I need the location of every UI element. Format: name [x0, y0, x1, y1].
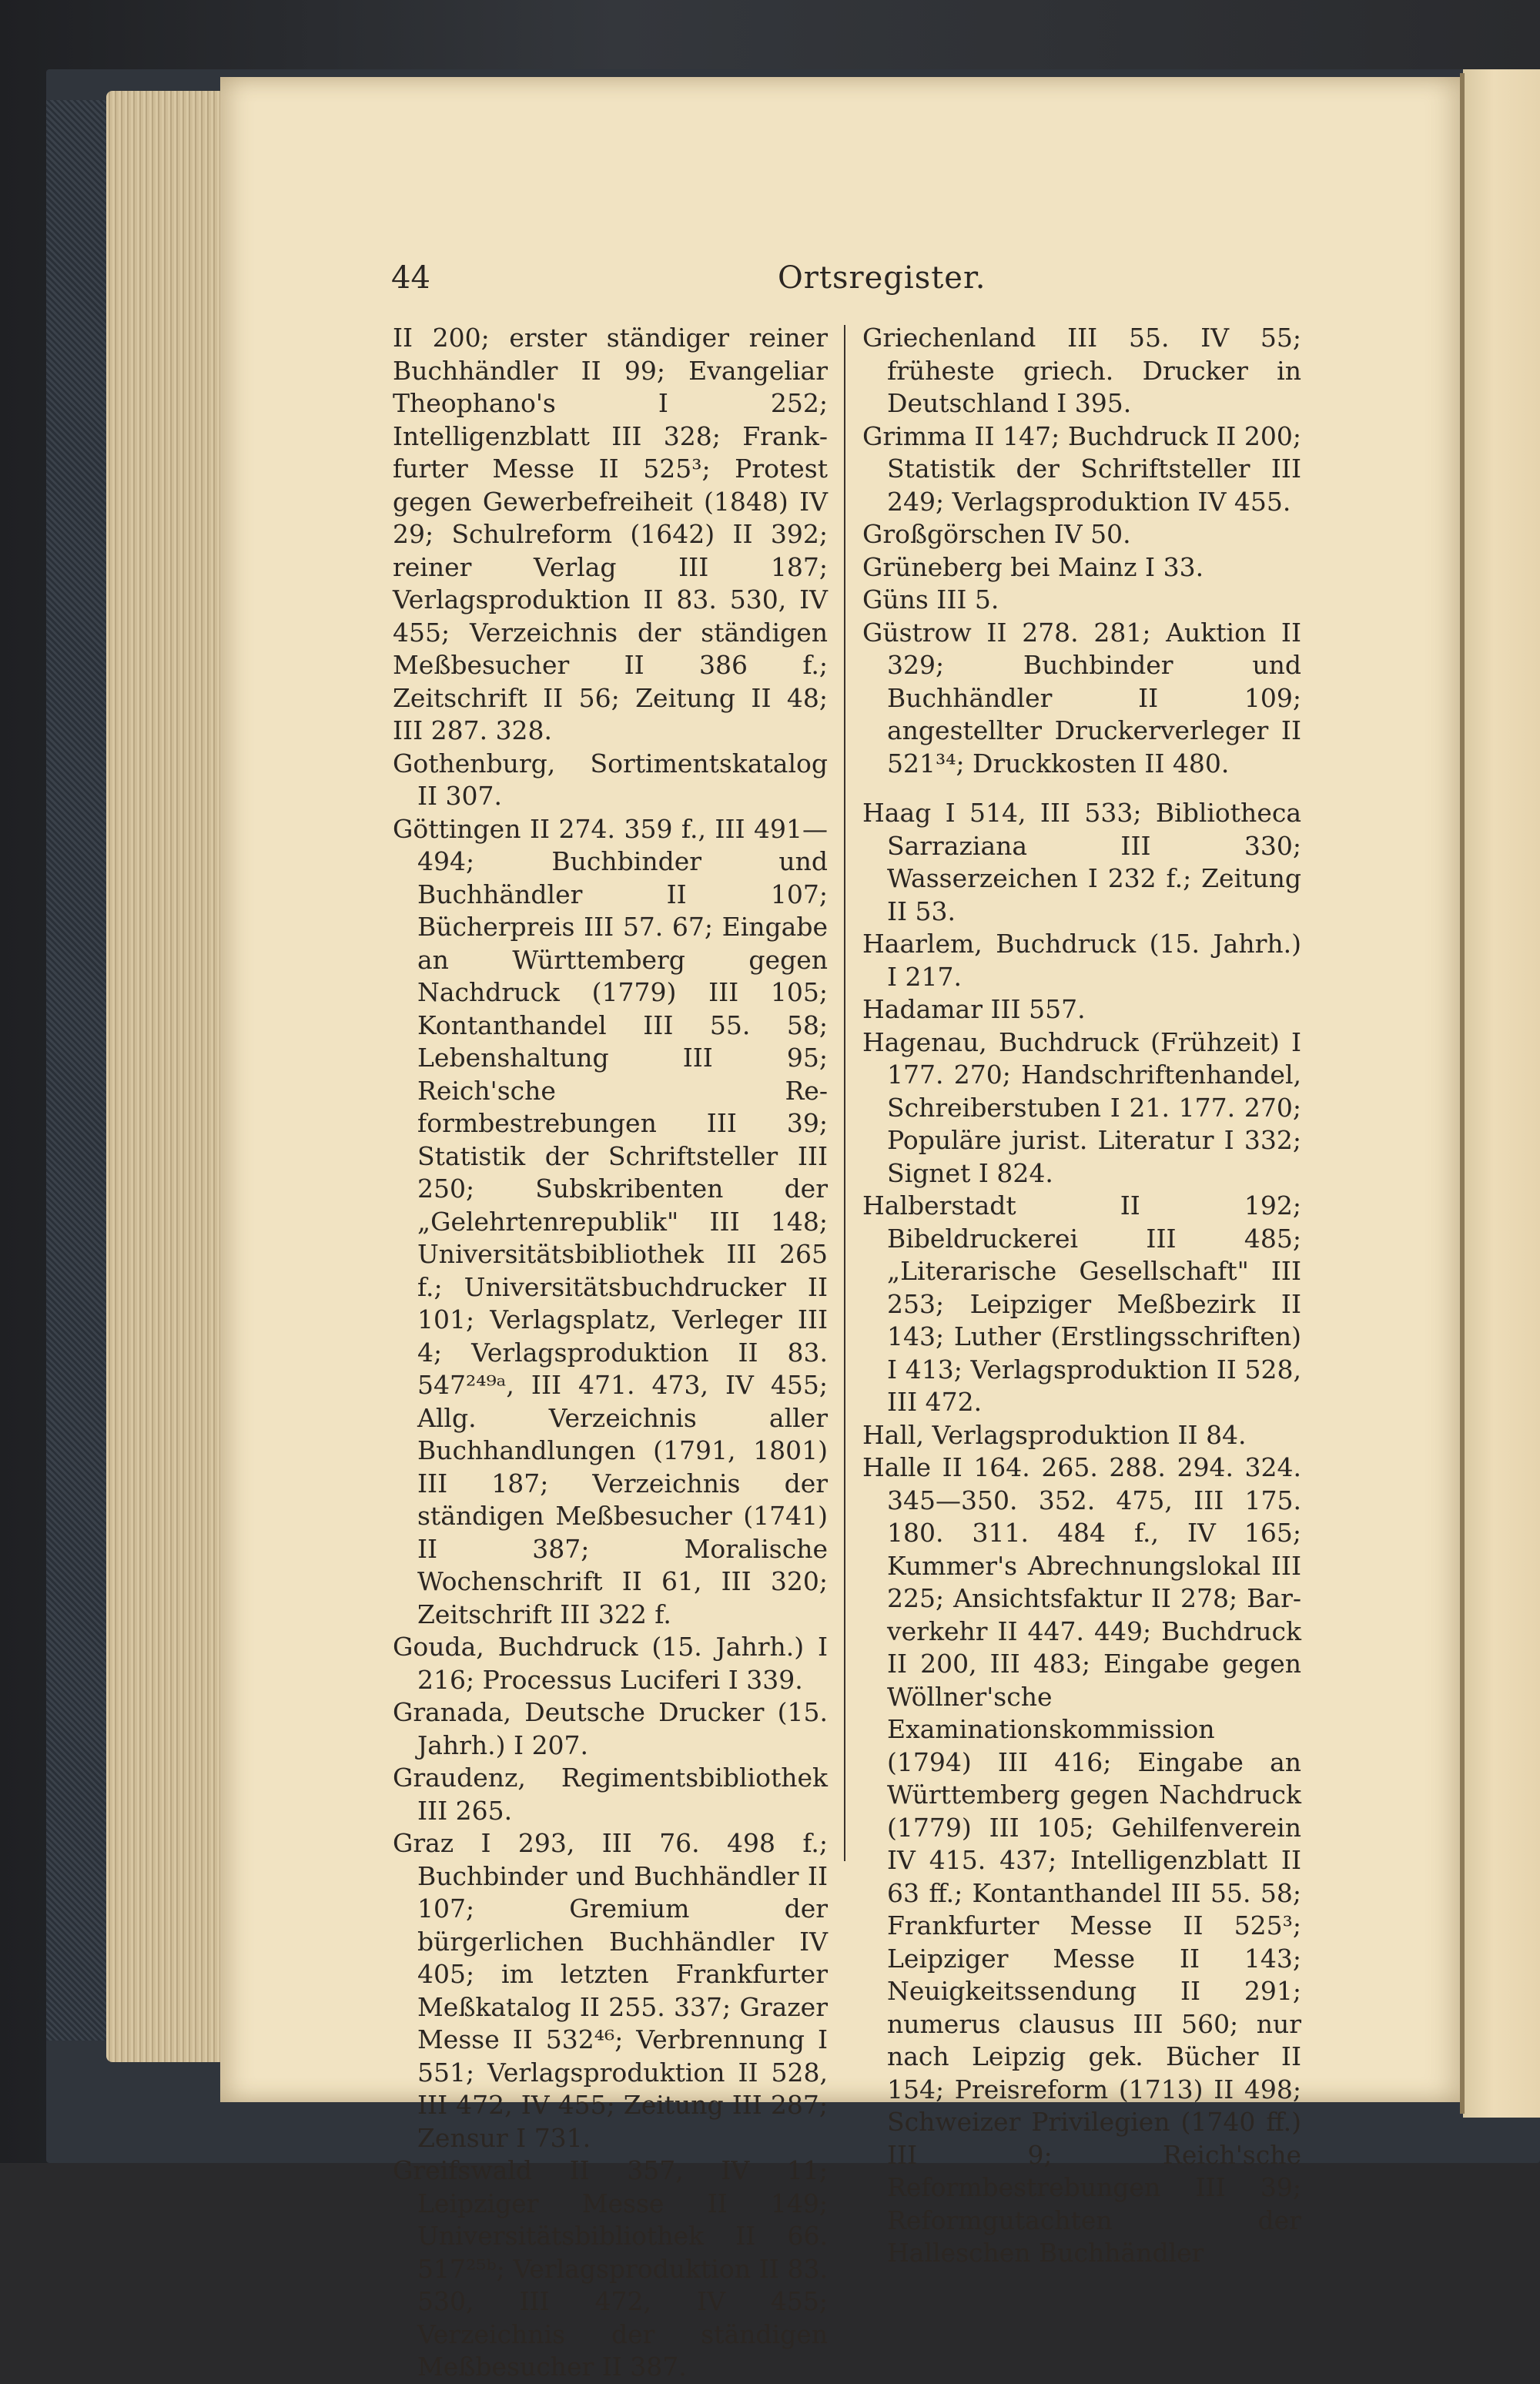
index-entry: Halberstadt II 192; Bibeldruckerei III 485; „Literarische Gesellschaft" III 253; Leipziger Meßbezirk II 143; Luther (Erstlingsschriften) I 413; Verlagsproduktion II 528, III 472.: [862, 1190, 1301, 1417]
index-entry: Grimma II 147; Buchdruck II 200; Statistik der Schriftsteller III 249; Verlagsproduktion IV 455.: [862, 420, 1301, 517]
index-entry: II 200; erster ständiger reiner Buchhändler II 99; Evangeliar Theophano's I 252; Intelligenzblatt III 328; Frankfurter Messe II 525³; Protest gegen Gewerbefreiheit (1848) IV 29; Schulreform (1642) II 392; reiner Verlag III 187; Verlagsproduktion II 83. 530, IV 455; Verzeichnis der ständigen Meßbesucher II 386 f.; Zeitschrift II 56; Zeitung II 48; III 287. 328.: [393, 323, 828, 745]
index-entry: Griechenland III 55. IV 55; früheste griech. Drucker in Deutschland I 395.: [862, 323, 1301, 418]
right-column: [862, 322, 1301, 2270]
index-entry: Graudenz, Regimentsbibliothek III 265.: [393, 1763, 828, 1826]
page-gutter: [1460, 73, 1465, 2114]
index-entry: Güstrow II 278. 281; Auktion II 329; Buchbinder und Buchhändler II 109; angestellter Druckerverleger II 521³⁴; Druckkosten II 480.: [862, 617, 1301, 778]
left-column: [393, 322, 828, 2384]
index-entry: Gouda, Buchdruck (15. Jahrh.) I 216; Processus Luciferi I 339.: [393, 1632, 828, 1695]
index-entry: Hagenau, Buchdruck (Frühzeit) I 177. 270; Handschriftenhandel, Schreiberstuben I 21. 177. 270; Populäre jurist. Literatur I 332; Signet I 824.: [862, 1026, 1301, 1188]
page-number: 44: [391, 260, 430, 296]
index-entry: Halle II 164. 265. 288. 294. 324. 345—350. 352. 475, III 175. 180. 311. 484 f., IV 165; Kummer's Abrechnungslokal III 225; Ansichtsfaktur II 278; Barverkehr II 447. 449; Buchdruck II 200, III 483; Eingabe gegen Wöllner'sche Examinationskommission (1794) III 416; Eingabe an Württemberg gegen Nachdruck (1779) III 105; Gehilfenverein IV 415. 437; Intelligenzblatt II 63 ff.; Kontanthandel III 55. 58; Frankfurter Messe II 525³; Leipziger Messe II 143; Neuigkeitssendung II 291; numerus clausus III 560; nur nach Leipzig gek. Bücher II 154; Preisreform (1713) II 498; Schweizer Privilegien (1740 ff.) III 9; Reich'sche Reformbestrebungen III 39; Reformgutachten der Halleschen Buchhändler: [862, 1452, 1301, 2268]
running-head: Ortsregister.: [778, 260, 986, 296]
book-spine-cloth: [46, 100, 116, 2041]
index-entry: Granada, Deutsche Drucker (15. Jahrh.) I 207.: [393, 1697, 828, 1760]
index-entry: Greifswald II 357, IV 11; Leipziger Messe II 149; Universitätsbibliothek II 66. 517²⁵ᵇ; Verlagsproduktion II 83. 530, III 472, IV 455; Verzeichnis der ständigen Meßbesucher II 387.: [393, 2155, 828, 2382]
index-entry: Haag I 514, III 533; Bibliotheca Sarraziana III 330; Wasserzeichen I 232 f.; Zeitung II 53.: [862, 798, 1301, 926]
page-edges: [106, 91, 222, 2062]
index-entry: Großgörschen IV 50.: [862, 519, 1131, 549]
index-entry: Hadamar III 557.: [862, 994, 1086, 1024]
index-entry: Güns III 5.: [862, 584, 999, 614]
index-entry: Göttingen II 274. 359 f., III 491—494; Buchbinder und Buchhändler II 107; Bücherpreis III 57. 67; Eingabe an Württemberg gegen Nachdruck (1779) III 105; Kontanthandel III 55. 58; Lebenshaltung III 95; Reich'sche Reformbestrebungen III 39; Statistik der Schriftsteller III 250; Subskribenten der „Gelehrtenrepublik" III 148; Universitätsbibliothek III 265 f.; Universitätsbuchdrucker II 101; Verlagsplatz, Verleger III 4; Verlagsproduktion II 83. 547²⁴⁹ᵃ, III 471. 473, IV 455; Allg. Verzeichnis aller Buchhandlungen (1791, 1801) III 187; Verzeichnis der ständigen Meßbesucher (1741) II 387; Moralische Wochenschrift II 61, III 320; Zeitschrift III 322 f.: [393, 813, 828, 1629]
index-entry: Graz I 293, III 76. 498 f.; Buchbinder und Buchhändler II 107; Gremium der bürgerlichen Buchhändler IV 405; im letzten Frankfurter Meßkatalog II 255. 337; Grazer Messe II 532⁴⁶; Verbrennung I 551; Verlagsproduktion II 528, III 472, IV 455; Zeitung III 287; Zensur I 731.: [393, 1828, 828, 2153]
column-divider: [844, 325, 845, 1861]
facing-page-edge: [1463, 69, 1540, 2118]
index-entry: Hall, Verlagsproduktion II 84.: [862, 1419, 1247, 1450]
index-entry: Gothenburg, Sortimentskatalog II 307.: [393, 748, 828, 811]
index-entry: Grüneberg bei Mainz I 33.: [862, 551, 1204, 582]
index-entry: Haarlem, Buchdruck (15. Jahrh.) I 217.: [862, 929, 1301, 992]
